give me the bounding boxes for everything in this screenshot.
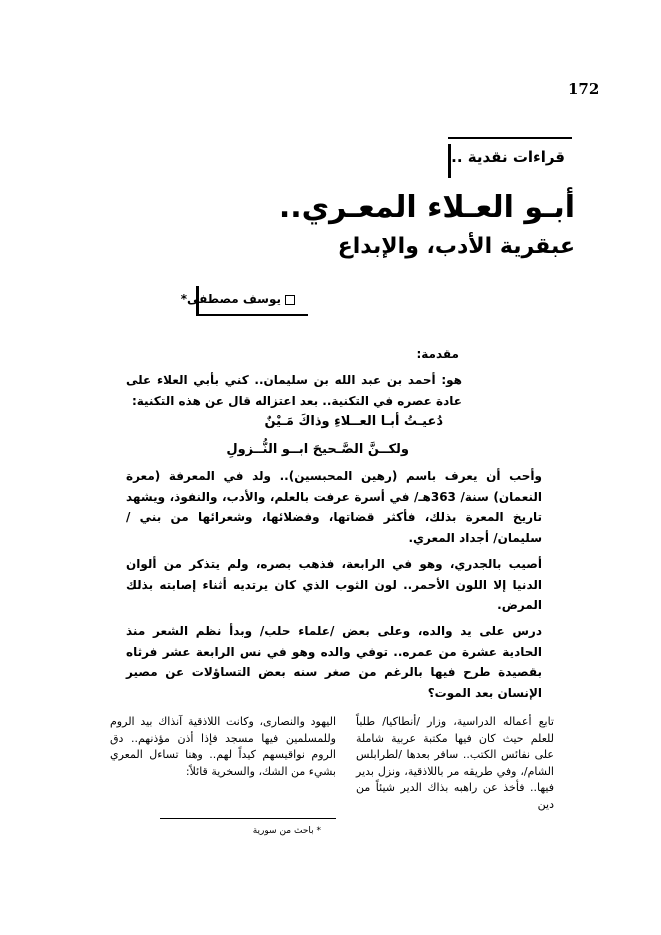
section-label: قراءات نقدية .. [451, 148, 565, 166]
verse-line-2: ولكــنَّ الصَّـحيحَ ابــو النُّــزولِ [226, 442, 409, 457]
author-name [181, 292, 295, 306]
intro-paragraph: هو: أحمد بن عبد الله بن سليمان.. كني بأبي العلاء على عادة عصره في التكنية.. بعد اعتزاله قال عن هذه التكنية: [126, 373, 462, 408]
author-text: يوسف مصطفى* [180, 292, 281, 306]
article-title: أبـو العـلاء المعـري.. [278, 190, 575, 225]
column-left-text: اليهود والنصارى، وكانت اللاذقية آنذاك بيد الروم وللمسلمين فيها مسجد فإذا أذن مؤذنهم.. دق الروم نواقيسهم كيداً لهم.. وهنا تساءل المعري بشيء من الشك، والسخرية قائلاً: [110, 715, 336, 778]
page-number: 172 [568, 80, 600, 98]
footnote-divider [160, 818, 336, 819]
verse-line-1: دُعيـتُ أبـا العــلاءِ وذاكَ مَـيْنٌ [264, 414, 443, 429]
checkbox-bullet-icon [285, 295, 295, 305]
body-paragraph: أصيب بالجدري، وهو في الرابعة، فذهب بصره، ولم يتذكر من ألوان الدنيا إلا اللون الأحمر.. لون الثوب الذي كان يرتديه أثناء إصابته بذلك المرض. [126, 557, 542, 613]
section-divider [448, 137, 572, 139]
column-right-text: تابع أعماله الدراسية، وزار /أنطاكيا/ طلباً للعلم حيث كان فيها مكتبة عربية شاملة على نفائس الكتب.. سافر بعدها /لطرابلس الشام/، وفي طريقه مر باللاذقية، ونزل بدير فيها.. فأخذ عن راهبه بذاك الدير شيئاً من دين [356, 715, 554, 811]
body-paragraph: وأحب أن يعرف باسم (رهين المحبسين).. ولد في المعرفة (معرة النعمان) سنة/ 363هـ/ في أسرة عرفت بالعلم، والأدب، والنفوذ، ويشهد تاريخ المعرة بذلك، فأكثر قضاتها، وفضلائها، وشعرائها من بني /سليمان/ أجداد المعري. [126, 469, 542, 545]
body-paragraph: درس على يد والده، وعلى بعض /علماء حلب/ وبدأ نظم الشعر منذ الحادية عشرة من عمره.. توفي والده وهو في نس الرابعة عشر فرثاه بقصيدة طرح فيها بالرغم من صغر سنه بعض التساؤلات عن مصير الإنسان بعد الموت؟ [126, 624, 542, 700]
intro-heading: مقدمة: [416, 347, 459, 361]
article-subtitle: عبقرية الأدب، والإبداع [337, 234, 575, 259]
footnote: * باحث من سورية [252, 826, 321, 836]
